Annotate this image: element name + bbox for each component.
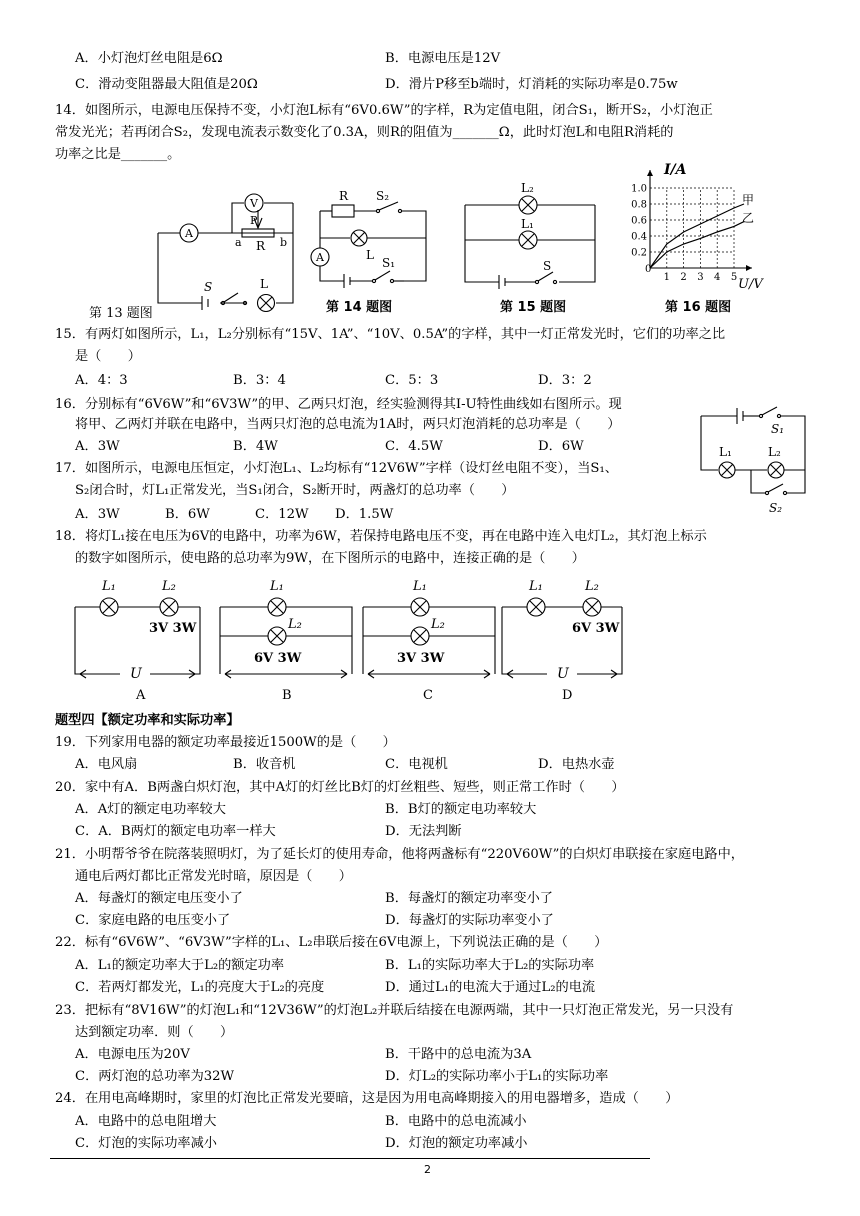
q19-line1: 19．下列家用电器的额定功率最接近1500W的是（ ）	[55, 735, 396, 750]
chart16-ytick-label: 1.0	[631, 183, 647, 195]
q19-option-b: B．收音机	[233, 757, 296, 772]
q21-option-a: A．每盏灯的额定电压变小了	[75, 891, 243, 906]
chart16-y-arrow	[647, 170, 653, 176]
q21-line1: 21．小明帮爷爷在院落装照明灯，为了延长灯的使用寿命，他将两盏标有“220V60W”的白炽灯串联接在家庭电路中，	[55, 847, 744, 862]
q24-option-b: B．电路中的总电流减小	[385, 1114, 527, 1129]
fig13-label-a: a	[235, 236, 242, 249]
chart16-xtick-label: 3	[697, 272, 704, 283]
q22-option-d: D．通过L₁的电流大于通过L₂的电流	[385, 980, 596, 995]
fig13-caption: 第 13 题图	[89, 306, 153, 321]
q18c-rating: 3V 3W	[397, 651, 445, 666]
q20-option-a: A．A灯的额定电功率较大	[75, 802, 226, 817]
q18a-rating: 3V 3W	[149, 621, 197, 636]
fig14-label-a: A	[316, 251, 324, 264]
q20-line1: 20．家中有A．B两盏白炽灯泡，其中A灯的灯丝比B灯的灯丝粗些、短些，则正常工作时（ ）	[55, 780, 625, 795]
chart16-series-line-jia	[650, 204, 744, 268]
chart16-ytick-label: 0.6	[631, 215, 647, 227]
fig17-label-l1: L₁	[719, 445, 732, 459]
q15-option-b: B．3：4	[233, 373, 286, 388]
fig13-label-b: b	[280, 236, 288, 249]
fig13-label-p: P	[250, 214, 258, 227]
fig14-label-s2: S₂	[376, 189, 390, 203]
q24-option-c: C．灯泡的实际功率减小	[75, 1136, 217, 1151]
q20-option-b: B．B灯的额定电功率较大	[385, 802, 537, 817]
chart16-origin: 0	[645, 264, 652, 275]
q13-option-d: D．滑片P移至b端时，灯消耗的实际功率是0.75w	[385, 77, 678, 92]
q17-option-b: B．6W	[165, 507, 210, 522]
q16-option-b: B．4W	[233, 439, 278, 454]
chart16-xtick-label: 2	[680, 272, 687, 283]
q14-line2: 常发光光；若再闭合S₂，发现电流表示数变化了0.3A，则R的阻值为_______Ω，此时灯泡L和电阻R消耗的	[55, 125, 674, 140]
q23-option-c: C．两灯泡的总功率为32W	[75, 1069, 235, 1084]
q16-line1: 16．分别标有“6V6W”和“6V3W”的甲、乙两只灯泡，经实验测得其I-U特性曲线如右图所示。现	[55, 397, 622, 412]
q17-option-c: C．12W	[255, 507, 309, 522]
q23-line1: 23．把标有“8V16W”的灯泡L₁和“12V36W”的灯泡L₂并联后结接在电源两端，其中一只灯泡正常发光，另一只没有	[55, 1003, 734, 1018]
fig13-label-l: L	[260, 277, 268, 291]
q23-option-d: D．灯L₂的实际功率小于L₁的实际功率	[385, 1069, 609, 1084]
fig17-label-l2: L₂	[768, 445, 781, 459]
q17-line2: S₂闭合时，灯L₁正常发光，当S₁闭合，S₂断开时，两盏灯的总功率（ ）	[75, 483, 515, 498]
q18-circuit-d-caption: D	[562, 688, 573, 703]
q17-line1: 17．如图所示，电源电压恒定，小灯泡L₁、L₂均标有“12V6W”字样（设灯丝电阻不变），当S₁、	[55, 461, 618, 476]
figure-14-circuit	[310, 186, 440, 296]
chart16-ylabel: I/A	[664, 162, 687, 178]
fig14-label-l: L	[366, 248, 374, 262]
q15-option-d: D．3：2	[538, 373, 592, 388]
q18-circuit-b-caption: B	[282, 688, 292, 703]
q18b-l1: L₁	[270, 579, 284, 594]
q15-option-a: A．4：3	[75, 373, 128, 388]
figure-13-circuit	[150, 188, 300, 313]
figure-16-iu-chart	[630, 156, 763, 292]
q21-line2: 通电后两灯都比正常发光时暗，原因是（ ）	[75, 869, 352, 884]
q21-option-c: C．家庭电路的电压变小了	[75, 913, 231, 928]
chart16-ytick-label: 0.2	[631, 247, 647, 259]
q24-line1: 24．在用电高峰期时，家里的灯泡比正常发光要暗，这是因为用电高峰期接入的用电器增多，造成（ ）	[55, 1091, 679, 1106]
footer-rule	[50, 1158, 650, 1159]
q17-option-d: D．1.5W	[335, 507, 394, 522]
q18-circuit-c-caption: C	[423, 688, 433, 703]
q22-option-b: B．L₁的实际功率大于L₂的实际功率	[385, 958, 595, 973]
chart16-ytick-label: 0.4	[631, 231, 647, 243]
section-heading: 题型四【额定功率和实际功率】	[55, 713, 240, 728]
q18b-rating: 6V 3W	[254, 651, 302, 666]
chart16-series-yi-label: 乙	[742, 211, 755, 225]
q14-line3: 功率之比是_______。	[55, 147, 181, 162]
q18-circuit-b	[212, 574, 362, 694]
q23-option-a: A．电源电压为20V	[75, 1047, 190, 1062]
q19-option-a: A．电风扇	[75, 757, 138, 772]
chart16-xtick-label: 4	[714, 272, 721, 283]
fig14-caption: 第 14 题图	[326, 300, 393, 315]
q23-line2: 达到额定功率．则（ ）	[75, 1025, 234, 1040]
q18b-l2: L₂	[288, 617, 302, 632]
fig13-label-a-meter: A	[185, 227, 193, 240]
q18a-l2: L₂	[162, 579, 176, 594]
chart16-ytick-label: 0.8	[631, 199, 647, 211]
chart16-x-arrow	[746, 265, 752, 271]
chart16-xtick-label: 1	[663, 272, 670, 283]
q18d-l1: L₁	[529, 579, 543, 594]
chart16-series	[650, 204, 744, 268]
q17-option-a: A．3W	[75, 507, 120, 522]
fig15-label-l1: L₁	[521, 217, 534, 231]
q20-option-c: C．A．B两灯的额定电功率一样大	[75, 824, 276, 839]
q18a-l1: L₁	[102, 579, 116, 594]
q15-option-c: C．5：3	[385, 373, 439, 388]
q15-line1: 15．有两灯如图所示，L₁，L₂分别标有“15V、1A”、“10V、0.5A”的字样，其中一灯正常发光时，它们的功率之比	[55, 327, 726, 342]
q18-circuit-a-caption: A	[136, 688, 146, 703]
q18c-l1: L₁	[413, 579, 427, 594]
q18d-u: U	[557, 666, 569, 682]
q19-option-c: C．电视机	[385, 757, 448, 772]
q16-option-d: D．6W	[538, 439, 584, 454]
q18-circuit-c	[355, 574, 505, 694]
q13-option-a: A．小灯泡灯丝电阻是6Ω	[75, 51, 223, 66]
fig13-label-v-meter: V	[250, 197, 258, 210]
chart16-xlabel: U/V	[738, 277, 763, 292]
fig13-label-r: R	[256, 239, 266, 253]
q23-option-b: B．干路中的总电流为3A	[385, 1047, 532, 1062]
fig17-label-s1: S₁	[771, 422, 785, 436]
q13-option-b: B．电源电压是12V	[385, 51, 501, 66]
fig14-label-r: R	[339, 189, 349, 203]
q14-line1: 14．如图所示，电源电压保持不变，小灯泡L标有“6V0.6W”的字样，R为定值电阻，闭合S₁，断开S₂，小灯泡正	[55, 103, 713, 118]
q24-option-d: D．灯泡的额定功率减小	[385, 1136, 528, 1151]
q22-option-a: A．L₁的额定功率大于L₂的额定功率	[75, 958, 285, 973]
q18d-rating: 6V 3W	[572, 621, 620, 636]
q13-option-c: C．滑动变阻器最大阻值是20Ω	[75, 77, 258, 92]
q22-line1: 22．标有“6V6W”、“6V3W”字样的L₁、L₂串联后接在6V电源上，下列说法正确的是（ ）	[55, 935, 608, 950]
page-number: 2	[424, 1163, 431, 1176]
q18c-l2: L₂	[431, 617, 445, 632]
fig16-caption: 第 16 题图	[665, 300, 732, 315]
q16-line2: 将甲、乙两灯并联在电路中，当两只灯泡的总电流为1A时，两只灯泡消耗的总功率是（ ）	[75, 417, 621, 432]
fig17-label-s2: S₂	[769, 501, 783, 515]
q20-option-d: D．无法判断	[385, 824, 462, 839]
chart16-series-jia-label: 甲	[742, 193, 755, 207]
q16-option-a: A．3W	[75, 439, 120, 454]
fig15-caption: 第 15 题图	[500, 300, 567, 315]
q21-option-b: B．每盏灯的额定功率变小了	[385, 891, 553, 906]
q18a-u: U	[130, 666, 142, 682]
q16-option-c: C．4.5W	[385, 439, 443, 454]
figure-17-circuit	[693, 400, 813, 518]
q22-option-c: C．若两灯都发光，L₁的亮度大于L₂的亮度	[75, 980, 325, 995]
fig15-label-s: S	[543, 259, 552, 273]
q19-option-d: D．电热水壶	[538, 757, 615, 772]
q18d-l2: L₂	[585, 579, 599, 594]
q21-option-d: D．每盏灯的实际功率变小了	[385, 913, 554, 928]
chart16-xtick-label: 5	[730, 272, 738, 283]
q18-line2: 的数字如图所示，使电路的总功率为9W，在下图所示的电路中，连接正确的是（ ）	[75, 551, 585, 566]
q18-line1: 18．将灯L₁接在电压为6V的电路中，功率为6W，若保持电路电压不变，再在电路中连入电灯L₂，其灯泡上标示	[55, 529, 707, 544]
chart16-series-line-yi	[650, 222, 744, 268]
q18-circuit-a	[70, 574, 210, 694]
q24-option-a: A．电路中的总电阻增大	[75, 1114, 217, 1129]
fig15-label-l2: L₂	[521, 181, 534, 195]
figure-15-circuit	[455, 178, 605, 294]
q15-line2: 是（ ）	[75, 349, 141, 364]
fig13-label-s: S	[204, 280, 213, 294]
fig14-label-s1: S₁	[382, 256, 396, 270]
q18-circuit-d	[497, 574, 637, 694]
